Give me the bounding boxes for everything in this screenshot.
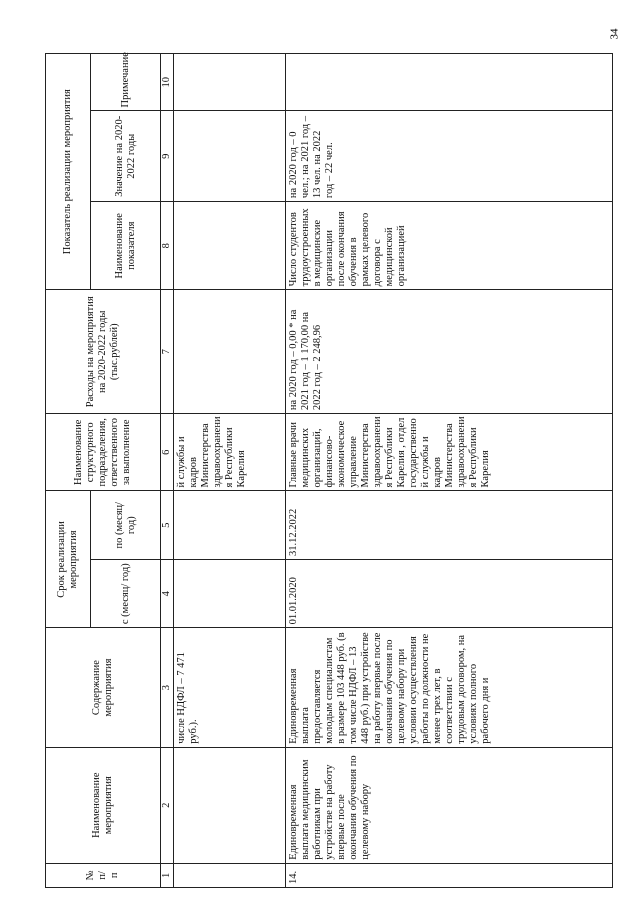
page-number: 34 [608, 28, 621, 40]
cell-content: числе НДФЛ – 7 471 руб.). [174, 628, 286, 747]
header-name: Наименование мероприятия [46, 747, 161, 863]
header-unit: Наименование структурного подразделения, ответственного за выполнение [46, 414, 161, 491]
header-content: Содержание мероприятия [46, 628, 161, 747]
cell-from: 01.01.2020 [286, 559, 613, 627]
measures-table [45, 53, 613, 888]
col-number: 7 [161, 290, 174, 414]
col-number: 10 [161, 54, 174, 111]
col-number: 5 [161, 491, 174, 559]
header-from: с (месяц/ год) [91, 559, 161, 627]
header-expenses: Расходы на мероприятия на 2020-2022 годы (тыс.рублей) [46, 290, 161, 414]
col-number: 9 [161, 111, 174, 202]
header-note: Примечание [91, 54, 161, 111]
col-number: 6 [161, 414, 174, 491]
col-number: 3 [161, 628, 174, 747]
header-ind-name: Наименование показателя [91, 202, 161, 290]
cell-ind-value: на 2020 год – 0 чел.; на 2021 год – 13 чел. на 2022 год – 22 чел. [286, 111, 613, 202]
header-ind-value: Значение на 2020-2022 годы [91, 111, 161, 202]
cell-note [286, 54, 613, 111]
cell-ind-name: Число студентов трудоустроенных в медицинские организации после окончания обучения в рамках целевого договора с медицинской организацией [286, 202, 613, 290]
table-row [174, 54, 286, 888]
header-indicator: Показатель реализации мероприятия [46, 54, 91, 290]
table-row [286, 54, 613, 888]
cell-unit: Главные врачи медицинских организаций, финансово-экономическое управление Министерства здравоохранени я Республики Карелия , отдел государственно й службы и кадров Министерства здравоохранени я Республики Карелия [286, 414, 613, 491]
cell-num: 14. [286, 863, 613, 887]
cell-to: 31.12.2022 [286, 491, 613, 559]
rotated-table-container [45, 53, 613, 888]
col-number: 1 [161, 863, 174, 887]
cell-expenses: на 2020 год – 0,00 * на 2021 год – 1 170,00 на 2022 год – 2 248,96 [286, 290, 613, 414]
col-number: 2 [161, 747, 174, 863]
header-num: № п/ п [46, 863, 161, 887]
header-period: Срок реализации мероприятия [46, 491, 91, 628]
cell-unit: й службы и кадров Министерства здравоохранени я Республики Карелия [174, 414, 286, 491]
col-number: 8 [161, 202, 174, 290]
header-to: по (месяц/ год) [91, 491, 161, 559]
cell-content: Единовременная выплата предоставляется молодым специалистам в размере 103 448 руб. (в том числе НДФЛ – 13 448 руб.) при устройстве на работу впервые после окончания обучения по целевому набору при условии осуществления работы по должности не менее трех лет, в соответствии с трудовым договором, на условиях полного рабочего дня и [286, 628, 613, 747]
cell-name: Единовременная выплата медицинским работникам при устройстве на работу впервые после окончания обучения по целевому набору [286, 747, 613, 863]
col-number: 4 [161, 559, 174, 627]
